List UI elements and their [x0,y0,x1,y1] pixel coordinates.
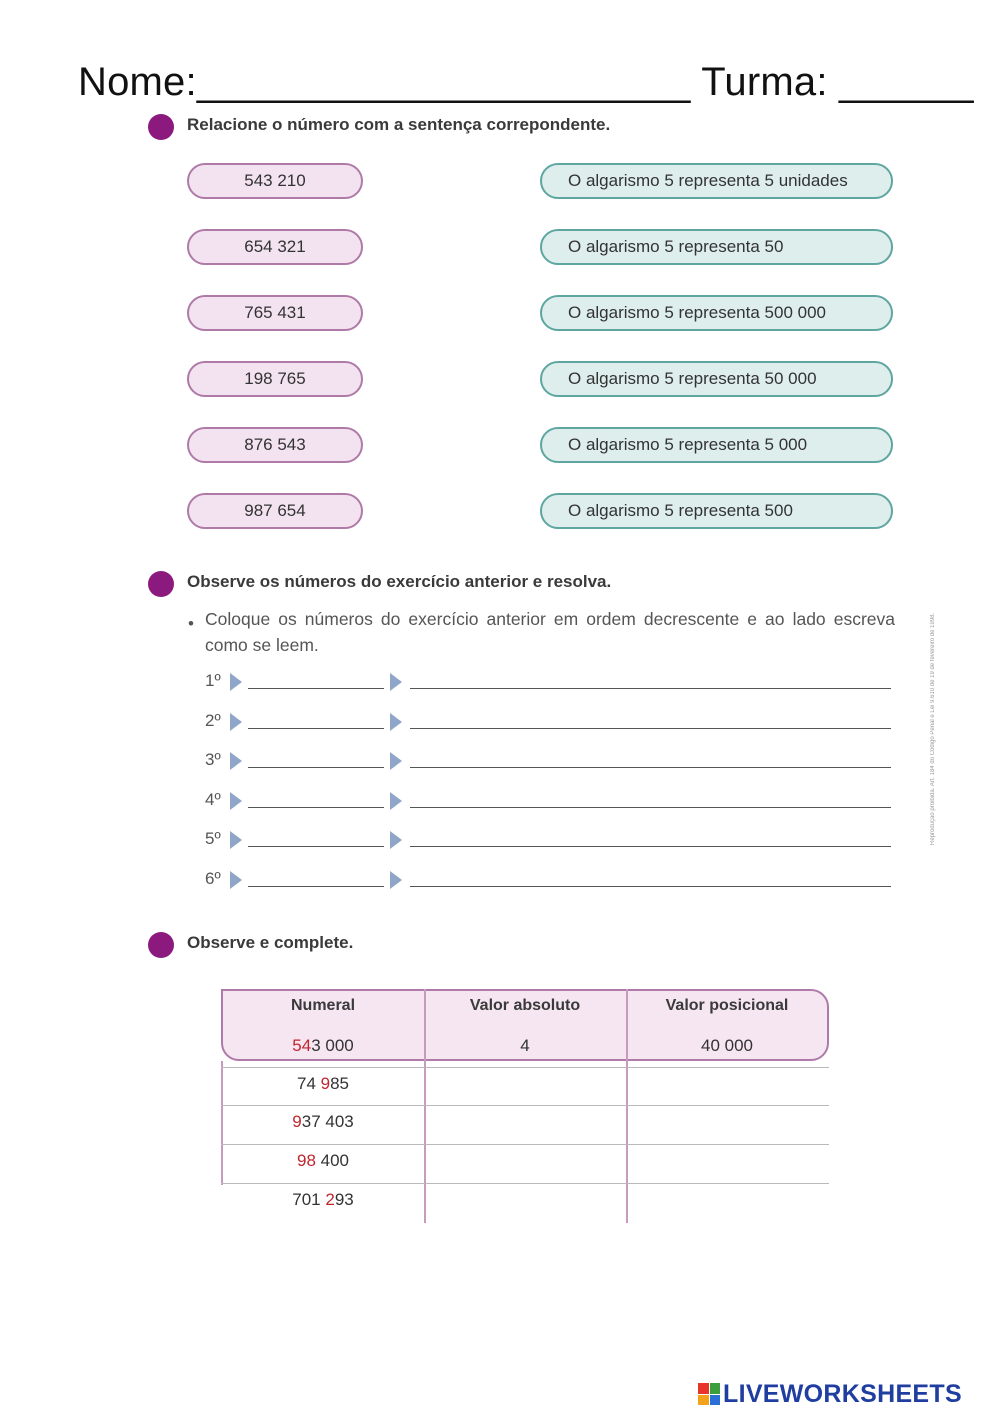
arrow-right-icon [230,871,242,889]
column-divider [424,989,426,1223]
section2-bullet-icon [148,571,174,597]
student-header [78,60,978,105]
reading-answer-line[interactable] [410,846,891,847]
name-field[interactable]: ______________________ [196,60,691,104]
reading-answer-line[interactable] [410,688,891,689]
highlight-digit: 2 [325,1190,335,1209]
number-pill[interactable]: 876 543 [187,427,363,463]
numeral-part: 93 [334,1190,354,1209]
number-pill[interactable]: 654 321 [187,229,363,265]
arrow-right-icon [230,792,242,810]
numeral-cell [223,1074,423,1094]
header-numeral: Numeral [290,997,356,1014]
numeral-cell [223,1151,423,1171]
sentence-pill[interactable]: O algarismo 5 representa 500 000 [540,295,893,331]
ordinal-label: 1º [205,671,221,690]
ordering-row [0,869,1000,893]
numeral-cell [223,1190,423,1210]
number-answer-line[interactable] [248,886,384,887]
arrow-right-icon [390,871,402,889]
numeral-part: 701 [292,1190,326,1209]
numeral-cell [223,1112,423,1132]
header-absolute-value: Valor absoluto [469,997,581,1014]
number-pill[interactable]: 987 654 [187,493,363,529]
number-pill[interactable]: 198 765 [187,361,363,397]
ordering-row [0,790,1000,814]
arrow-right-icon [390,713,402,731]
arrow-right-icon [390,752,402,770]
ordinal-label: 5º [205,829,221,848]
reading-answer-line[interactable] [410,728,891,729]
copyright-note: Reprodução proibida. Art. 184 do Código Penal e Lei 9.610 de 19 de fevereiro de 1998. [930,612,936,845]
arrow-right-icon [230,831,242,849]
example-numeral [223,1036,423,1056]
numeral-part: 37 403 [301,1112,354,1131]
ordinal-label: 6º [205,869,221,888]
name-label: Nome: [78,60,197,104]
reading-answer-line[interactable] [410,807,891,808]
class-field[interactable]: ______ [838,60,974,104]
ordinal-label: 4º [205,790,221,809]
ordering-row [0,829,1000,853]
row-divider [221,1067,829,1068]
example-digit-context: 5 [292,1036,302,1055]
ordinal-label: 2º [205,711,221,730]
liveworksheets-logo [698,1380,962,1408]
section2-title: Observe os números do exercício anterior e resolva. [187,572,612,591]
sentence-pill[interactable]: O algarismo 5 representa 5 unidades [540,163,893,199]
ordinal-label: 3º [205,750,221,769]
numeral-part: 74 [296,1074,321,1093]
ordering-row [0,671,1000,695]
highlight-digit: 9 [292,1112,302,1131]
number-answer-line[interactable] [248,807,384,808]
logo-text: LIVEWORKSHEETS [723,1379,962,1408]
example-positional: 40 000 [701,1036,753,1055]
row-divider [221,1183,829,1184]
numeral-part: 400 [315,1151,349,1170]
header-positional-value: Valor posicional [665,997,789,1014]
row-divider [221,1144,829,1145]
reading-answer-line[interactable] [410,886,891,887]
column-divider [626,989,628,1223]
number-answer-line[interactable] [248,688,384,689]
liveworksheets-logo-icon [698,1383,720,1405]
arrow-right-icon [230,673,242,691]
highlight-digit: 98 [296,1151,316,1170]
number-answer-line[interactable] [248,728,384,729]
sentence-pill[interactable]: O algarismo 5 representa 500 [540,493,893,529]
example-highlight-digit: 4 [301,1036,312,1055]
ordering-row [0,750,1000,774]
section3-title: Observe e complete. [187,933,354,952]
section1-title: Relacione o número com a sentença correpondente. [187,115,611,134]
instruction-text: Coloque os números do exercício anterior em ordem decrescente e ao lado escreva como se leem. [205,609,895,655]
sentence-pill[interactable]: O algarismo 5 representa 5 000 [540,427,893,463]
arrow-right-icon [230,752,242,770]
instruction-bullet: • [188,614,194,633]
sentence-pill[interactable]: O algarismo 5 representa 50 000 [540,361,893,397]
arrow-right-icon [390,831,402,849]
number-answer-line[interactable] [248,846,384,847]
arrow-right-icon [390,792,402,810]
sentence-pill[interactable]: O algarismo 5 representa 50 [540,229,893,265]
numeral-part: 85 [330,1074,350,1093]
section3-bullet-icon [148,932,174,958]
ordering-row [0,711,1000,735]
example-absolute: 4 [520,1036,530,1055]
class-label: Turma: [701,60,828,104]
example-digit-rest: 3 000 [311,1036,354,1055]
section1-bullet-icon [148,114,174,140]
arrow-right-icon [230,713,242,731]
number-answer-line[interactable] [248,767,384,768]
reading-answer-line[interactable] [410,767,891,768]
value-table [221,989,831,1223]
number-pill[interactable]: 765 431 [187,295,363,331]
number-pill[interactable]: 543 210 [187,163,363,199]
highlight-digit: 9 [320,1074,331,1093]
row-divider [221,1105,829,1106]
arrow-right-icon [390,673,402,691]
